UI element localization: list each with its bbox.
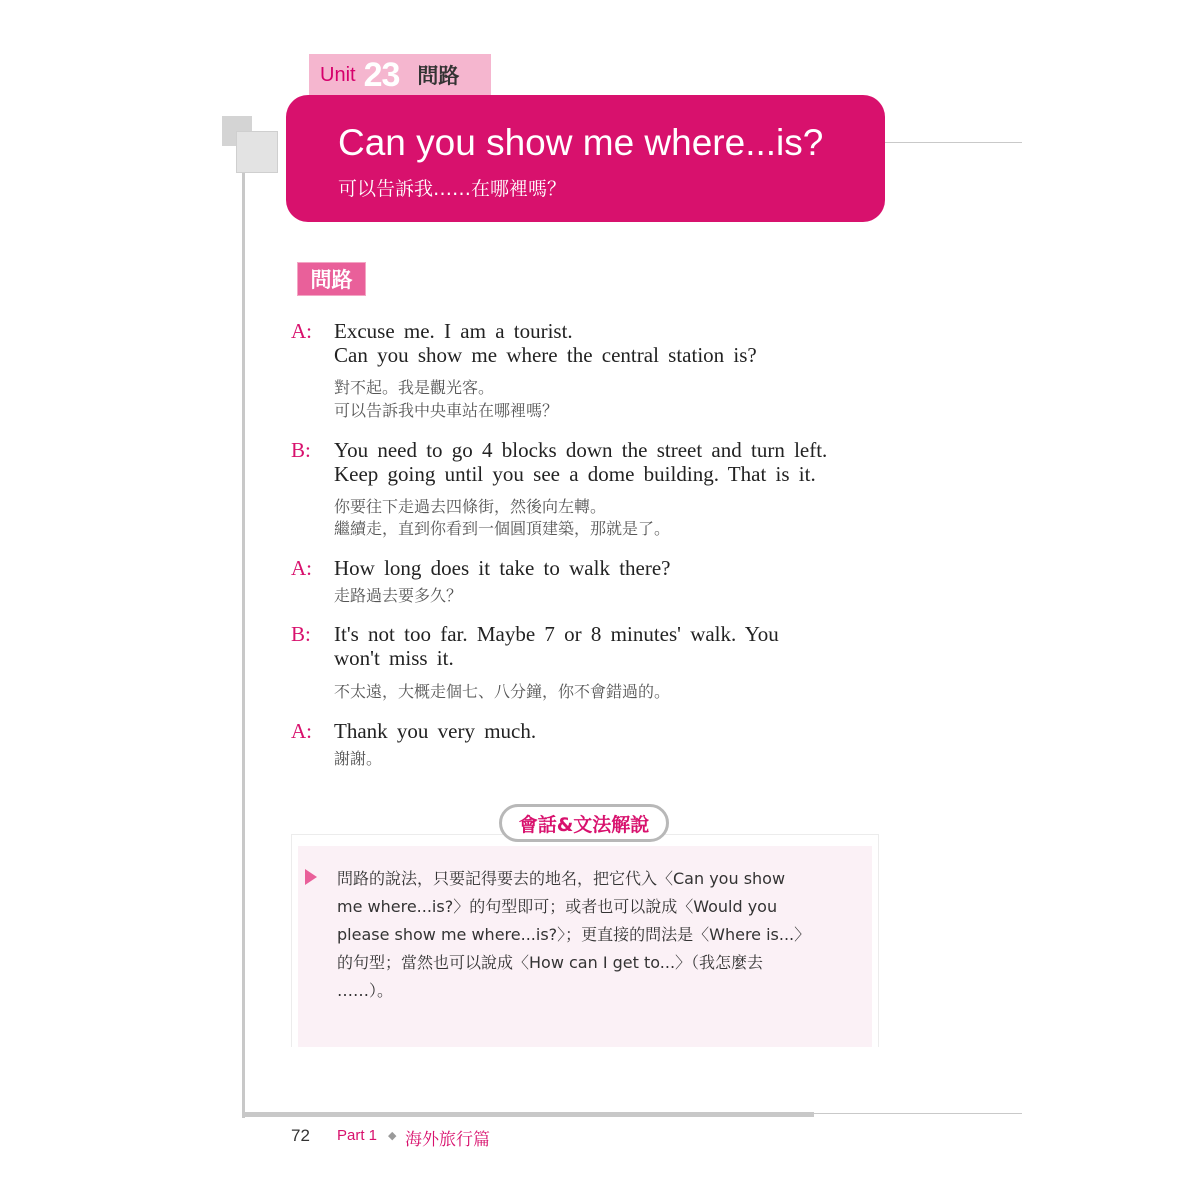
header-rule (884, 142, 1022, 143)
dialogue-chinese: 可以告訴我中央車站在哪裡嗎？ (334, 401, 559, 420)
dialogue-chinese: 走路過去要多久？ (334, 586, 463, 605)
speaker-label: A: (291, 719, 312, 743)
dialogue-chinese: 不太遠，大概走個七、八分鐘，你不會錯過的。 (334, 682, 671, 701)
dialogue-english: You need to go 4 blocks down the street and turn left. (334, 438, 828, 462)
dialogue-chinese: 對不起。我是觀光客。 (334, 378, 495, 397)
dialogue-english: Thank you very much. (334, 719, 537, 743)
explanation-line: me where...is?〉的句型即可；或者也可以說成〈Would you (337, 897, 778, 916)
dialogue-english: Excuse me. I am a tourist. (334, 319, 573, 343)
section-label: 問路 (297, 262, 366, 296)
decorative-square (236, 131, 278, 173)
speaker-label: A: (291, 556, 312, 580)
part-label: Part 1 (337, 1127, 378, 1144)
dialogue-chinese: 繼續走，直到你看到一個圓頂建築，那就是了。 (334, 519, 671, 538)
unit-topic: 問路 (417, 64, 460, 88)
page-frame-left (242, 132, 245, 1118)
dialogue-chinese: 你要往下走過去四條街，然後向左轉。 (334, 497, 607, 516)
unit-label: Unit (320, 63, 356, 86)
page-title: Can you show me where...is? (338, 122, 824, 163)
explanation-line: please show me where...is?〉；更直接的問法是〈Where is...〉 (337, 925, 811, 944)
page-number: 72 (291, 1126, 310, 1145)
title-banner (286, 95, 885, 222)
page-subtitle: 可以告訴我……在哪裡嗎？ (338, 178, 567, 200)
page-frame-bottom (242, 1112, 814, 1117)
footer-rule (814, 1113, 1022, 1114)
unit-tab (309, 54, 491, 96)
part-title: 海外旅行篇 (405, 1130, 490, 1150)
speaker-label: A: (291, 319, 312, 343)
speaker-label: B: (291, 438, 311, 462)
explanation-line: 問路的說法，只要記得要去的地名，把它代入〈Can you show (337, 869, 786, 888)
dialogue-english: Can you show me where the central station is? (334, 343, 757, 367)
dialogue-english: won't miss it. (334, 646, 454, 670)
dialogue-english: Keep going until you see a dome building. That is it. (334, 462, 816, 486)
unit-number: 23 (363, 56, 400, 94)
speaker-label: B: (291, 622, 311, 646)
explanation-badge: 會話&文法解說 (499, 804, 669, 842)
dialogue-chinese: 謝謝。 (334, 749, 383, 768)
bullet-triangle-icon (305, 869, 317, 885)
explanation-line: 的句型；當然也可以說成〈How can I get to...〉（我怎麼去 (337, 953, 764, 972)
diamond-icon: ◆ (388, 1129, 397, 1142)
dialogue-english: How long does it take to walk there? (334, 556, 671, 580)
dialogue-english: It's not too far. Maybe 7 or 8 minutes' walk. You (334, 622, 779, 646)
explanation-line: ……）。 (337, 981, 394, 1000)
